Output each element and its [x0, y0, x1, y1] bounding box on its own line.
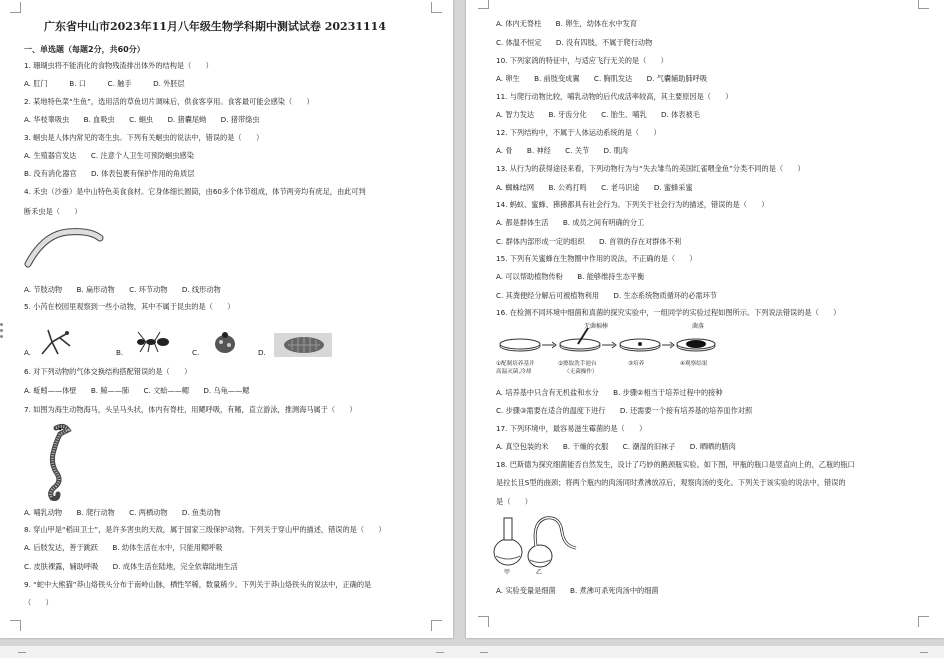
- question-line-q8ob: C. 皮肤裸露，辅助呼吸 D. 成体生活在陆地，完全依靠陆地生活: [24, 562, 238, 571]
- question-line-r18: A. 培养基中只含有无机盐和水分 B. 步骤②相当于培养过程中的接种: [496, 388, 723, 397]
- question-line-q1o: A. 肛门 B. 口 C. 触手 D. 外胚层: [24, 79, 185, 88]
- crop-mark: [10, 620, 21, 631]
- page-title: 广东省中山市2023年11月八年级生物学科期中测试试卷 20231114: [44, 20, 386, 33]
- label-cotton-swab: 无菌棉棒: [584, 323, 609, 330]
- crop-mark: [478, 616, 489, 627]
- mantis-icon: [36, 324, 76, 358]
- question-line-r8: A. 骨 B. 神经 C. 关节 D. 肌肉: [496, 146, 628, 155]
- question-line-r11: 14. 蚂蚁、蜜蜂、狒狒都具有社会行为。下列关于社会行为的描述，错误的是（ ）: [496, 200, 769, 209]
- crop-mark: [431, 620, 442, 631]
- question-line-q4o: A. 节肢动物 B. 扁形动物 C. 环节动物 D. 线形动物: [24, 285, 221, 294]
- question-line-r13: C. 群体内部形成一定的组织 D. 首领的存在对群体不利: [496, 237, 682, 246]
- question-line-r19: C. 步骤③需要在适合的温度下进行 D. 还需要一个接有培养基的培养皿作对照: [496, 406, 753, 415]
- crop-mark: [918, 0, 929, 9]
- question-line-r1: A. 体内无脊柱 B. 卵生，幼体在水中发育: [496, 19, 638, 28]
- question-line-q3ob: B. 没有消化器官 D. 体表包裹有保护作用的角质层: [24, 169, 195, 178]
- label-colony: 菌落: [692, 323, 705, 330]
- seahorse-figure: [34, 420, 74, 502]
- question-line-q9b: （ ）: [24, 598, 53, 607]
- section-heading: 一、单选题（每题2分，共60分）: [24, 45, 145, 54]
- question-line-r22: 18. 巴斯德为探究细菌能否自然发生，设计了巧妙的鹅颈瓶实验。如下图，甲瓶的瓶口是竖直向上的，乙瓶的瓶口: [496, 460, 855, 469]
- question-line-q2: 2. 某地特色菜“生鱼”，选用活的草鱼切片调味后，供食客享用。食客最可能会感染（ ）: [24, 97, 314, 106]
- ladybug-icon: [208, 330, 242, 356]
- question-line-q9: 9. “蛇中大熊猫”莽山烙铁头分布于南岭山脉，栖性罕稀，数量稀少。下列关于莽山烙铁头的说法中，正确的是: [24, 580, 372, 589]
- q5-option-a: A.: [24, 348, 32, 357]
- flask-label-b: 乙: [536, 569, 543, 576]
- question-line-q6o: A. 蚯蚓——体壁 B. 鲸——肺 C. 文蛤——鳃 D. 乌龟——鳃: [24, 386, 250, 395]
- question-line-r6: A. 智力发达 B. 牙齿分化 C. 胎生、哺乳 D. 体表被毛: [496, 110, 700, 119]
- question-line-r10: A. 蜘蛛结网 B. 公鸡打鸣 C. 老马识途 D. 蜜蜂采蜜: [496, 183, 693, 192]
- question-line-r23: 是拉长且S型的曲颈；将两个瓶内的肉汤同时煮沸放凉后，观察肉汤的变化。下列关于该实验的说法中，错误的: [496, 478, 846, 487]
- question-line-r7: 12. 下列结构中，不属于人体运动系统的是（ ）: [496, 128, 661, 137]
- swan-neck-flask-figure: [490, 512, 580, 574]
- question-line-r25: A. 实验变量是细菌 B. 煮沸可杀死肉汤中的细菌: [496, 586, 659, 595]
- question-line-r5: 11. 与爬行动物比较，哺乳动物的后代成活率较高，其主要原因是（ ）: [496, 92, 733, 101]
- question-line-r17: 16. 在检测不同环境中细菌和真菌的探究实验中，一组同学的实验过程如图所示。下列说法错误的是（ ）: [496, 308, 841, 317]
- question-line-q4: 4. 禾虫（沙蚕）是中山特色美食食材。它身体细长圆筒，由60多个体节组成，体节两旁均有疣足，由此可判: [24, 187, 366, 196]
- question-line-r2: C. 体温不恒定 D. 没有四肢，不属于爬行动物: [496, 38, 653, 47]
- question-line-r24: 是（ ）: [496, 497, 532, 506]
- question-line-q8: 8. 穿山甲是“稻田卫士”，是许多害虫的天敌，属于国家三级保护动物。下列关于穿山甲的描述，错误的是（ ）: [24, 525, 386, 534]
- woodlouse-icon: [274, 333, 332, 357]
- sandworm-figure: [24, 224, 104, 270]
- step2-label: ②擦取洗手池台: [558, 361, 597, 367]
- question-line-q8oa: A. 后肢发达，善于跳跃 B. 幼体生活在水中，只能用鳃呼吸: [24, 543, 223, 552]
- next-page-strip: [0, 646, 944, 658]
- question-line-r16: C. 其粪便经分解后可被植物利用 D. 生态系统物质循环的必需环节: [496, 291, 717, 300]
- q5-option-c: C.: [192, 348, 200, 357]
- question-line-q7: 7. 如图为海生动物海马，头呈马头状，体内有脊柱，用鳃呼吸，有鳍，直立游泳，推测海马属于（ ）: [24, 405, 357, 414]
- exam-page-right: [466, 0, 944, 638]
- crop-mark: [431, 2, 442, 13]
- question-line-q1: 1. 珊瑚虫将不能消化的食物残渣排出体外的结构是（ ）: [24, 61, 213, 70]
- question-line-r15: A. 可以帮助植物传粉 B. 能够维持生态平衡: [496, 272, 645, 281]
- question-line-r12: A. 都是群体生活 B. 成员之间有明确的分工: [496, 218, 645, 227]
- step2-label-2: （无菌操作）: [564, 369, 598, 375]
- question-line-q5: 5. 小芮在校园里观察到一些小动物，其中不属于昆虫的是（ ）: [24, 302, 235, 311]
- question-line-r21: A. 真空包装的米 B. 干燥的衣服 C. 潮湿的旧袜子 D. 晒晒的腊肉: [496, 442, 736, 451]
- step3-label: ③培养: [628, 361, 645, 367]
- q5-option-d: D.: [258, 348, 266, 357]
- step1-label: ①配制培养基并: [496, 361, 535, 367]
- question-line-r4: A. 卵生 B. 前肢变成翼 C. 胸肌发达 D. 气囊辅助肺呼吸: [496, 74, 708, 83]
- crop-mark: [918, 616, 929, 627]
- crop-mark: [478, 0, 489, 9]
- page-edge-marker: [0, 320, 4, 350]
- question-line-r20: 17. 下列环境中，最容易滋生霉菌的是（ ）: [496, 424, 647, 433]
- question-line-q2o: A. 华枝睾吸虫 B. 血吸虫 C. 蛔虫 D. 猪囊尾蚴 D. 猪带绦虫: [24, 115, 260, 124]
- question-line-q6: 6. 对下列动物的气体交换结构搭配错误的是（ ）: [24, 367, 192, 376]
- crop-mark: [10, 2, 21, 13]
- ant-icon: [132, 328, 172, 354]
- question-line-r3: 10. 下列家鸽的特征中，与适应飞行无关的是（ ）: [496, 56, 668, 65]
- question-line-q4b: 断禾虫是（ ）: [24, 207, 82, 216]
- question-line-q3oa: A. 生殖器官发达 C. 注意个人卫生可预防蛔虫感染: [24, 151, 194, 160]
- question-line-q7o: A. 哺乳动物 B. 爬行动物 C. 两栖动物 D. 鱼类动物: [24, 508, 221, 517]
- question-line-q3: 3. 蛔虫是人体内常见的寄生虫。下列有关蛔虫的说法中，错误的是（ ）: [24, 133, 264, 142]
- step4-label: ④观察结果: [680, 361, 708, 367]
- flask-label-a: 甲: [504, 569, 511, 576]
- step1-label-2: 高温灭菌,冷却: [496, 369, 532, 375]
- question-line-r14: 15. 下列有关蜜蜂在生物圈中作用的说法，不正确的是（ ）: [496, 254, 697, 263]
- question-line-r9: 13. 从行为的获得途径来看，下列动物行为与“失去雏鸟的美国红雀喂金鱼”分类不同的是（ ）: [496, 164, 805, 173]
- q5-option-b: B.: [116, 348, 124, 357]
- exam-page-left: [0, 0, 453, 638]
